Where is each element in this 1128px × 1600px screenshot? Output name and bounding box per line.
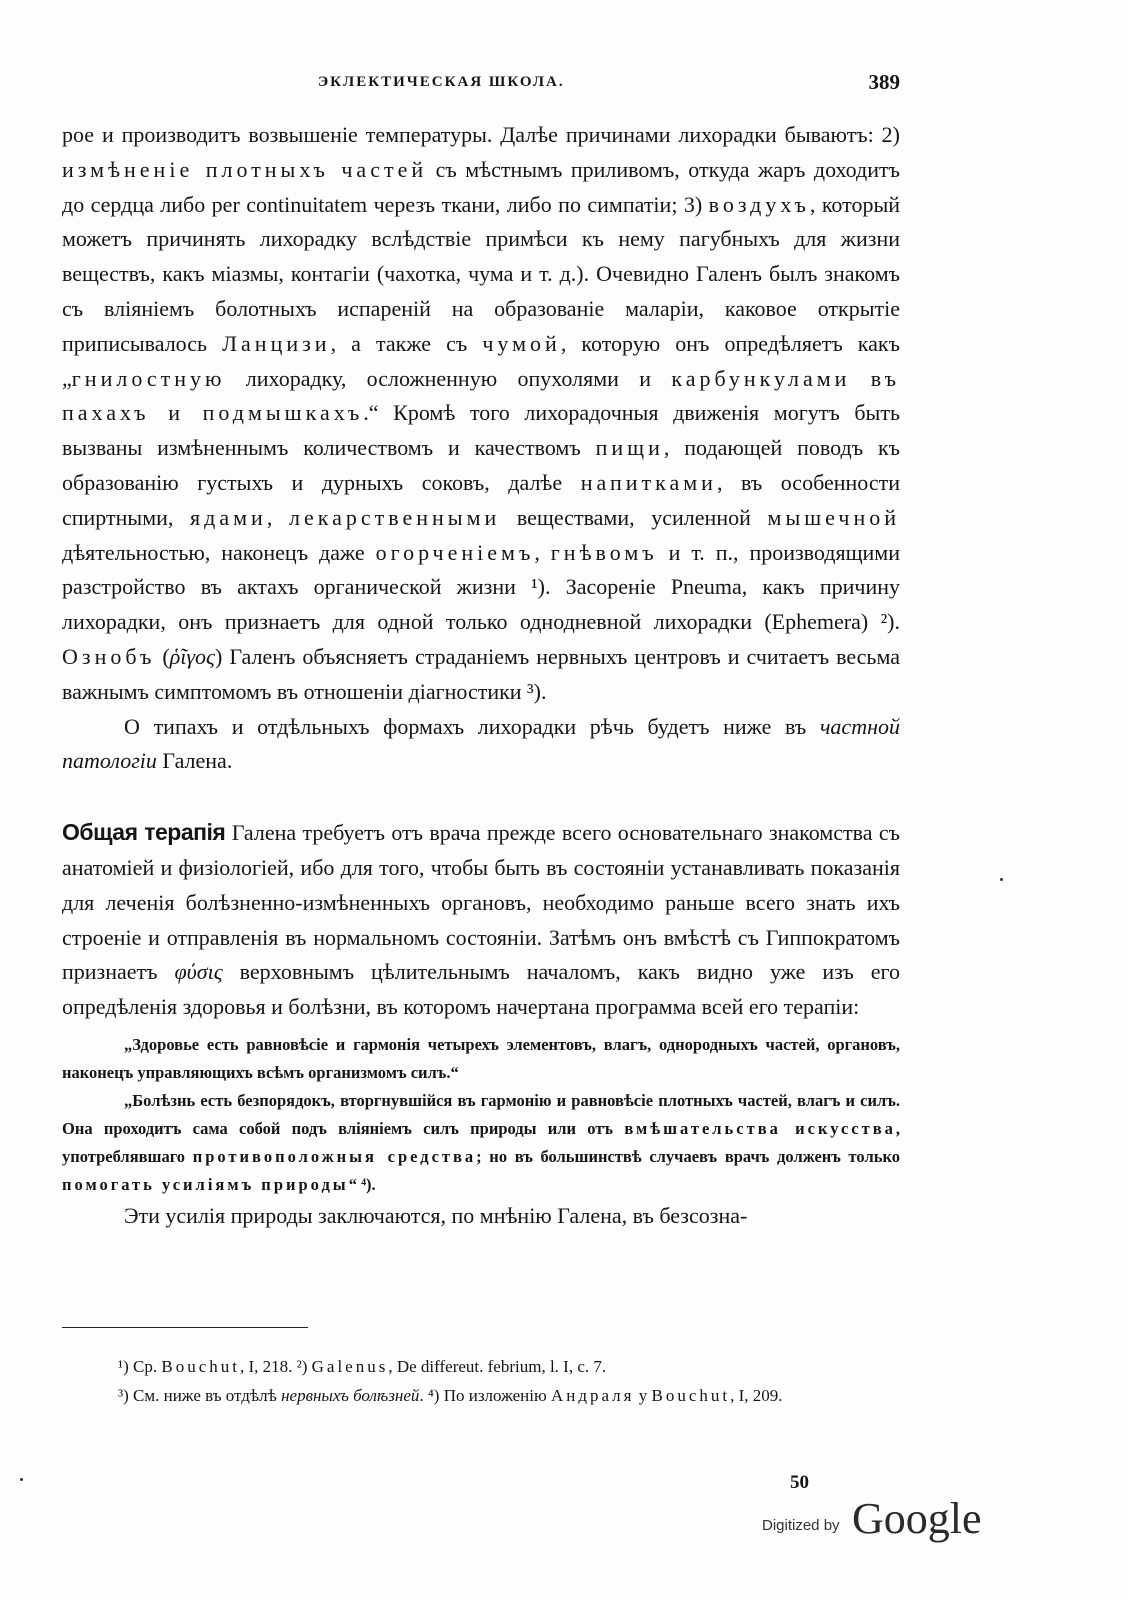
paragraph-fever-causes: рое и производитъ возвышеніе температуры. Далѣе причинами лихорадки бываютъ: 2) измѣненіе плотныхъ частей съ мѣстнымъ приливомъ, откуда жаръ доходитъ до сердца либо per continuitatem черезъ ткани, либо по симпатіи; 3) воздухъ, который можетъ причинять лихорадку вслѣдствіе примѣси къ нему пагубныхъ для жизни веществъ, какъ міазмы, контагіи (чахотка, чума и т. д.). Очевидно Галенъ былъ знакомъ съ вліяніемъ болотныхъ испареній на образованіе маларіи, каковое открытіе приписывалось Ланцизи, а также съ чумой, которую онъ опредѣляетъ какъ „гнилостную лихорадку, осложненную опухолями и карбункулами въ пахахъ и подмышкахъ.“ Кромѣ того лихорадочныя движенія могутъ быть вызваны измѣненнымъ количествомъ и качествомъ пищи, подающей поводъ къ образованію густыхъ и дурныхъ соковъ, далѣе напитками, въ особенности спиртными, ядами, лекарственными веществами, усиленной мышечной дѣятельностью, наконецъ даже огорченіемъ, гнѣвомъ и т. п., производящими разстройство въ актахъ органической жизни ¹). Засореніе Pneuma, какъ причину лихорадки, онъ признаетъ для одной только однодневной лихорадки (Ephemera) ²). Ознобъ (ῥῖγος) Галенъ объясняетъ страданіемъ нервныхъ центровъ и считаетъ весьма важнымъ симптомомъ въ отношеніи діагностики ³).	[62, 122, 901, 704]
google-watermark	[762, 1490, 1002, 1546]
scan-speck	[20, 1478, 23, 1481]
running-title: ЭКЛЕКТИЧЕСКАЯ ШКОЛА.	[318, 74, 565, 90]
running-header	[62, 70, 900, 106]
paragraph-general-therapy: Общая терапія Галена требуетъ отъ врача прежде всего основательнаго знакомства съ анатоміей и физіологіей, ибо для того, чтобы быть въ состояніи устанавливать показанія для леченія болѣзненно-измѣненныхъ органовъ, необходимо раньше всего знать ихъ строеніе и отправленія въ нормальномъ состояніи. Затѣмъ онъ вмѣстѣ съ Гиппократомъ признаетъ φύσις верховнымъ цѣлительнымъ началомъ, какъ видно уже изъ его опредѣленія здоровья и болѣзни, въ которомъ начертана программа всей его терапіи:	[62, 819, 900, 1020]
page-number: 389	[868, 70, 900, 94]
google-logo: Google	[852, 1494, 982, 1543]
scan-speck	[1000, 878, 1003, 881]
paragraph-fever-types: О типахъ и отдѣльныхъ формахъ лихорадки рѣчь будетъ ниже въ частной патологіи Галена.	[62, 713, 900, 774]
body-text	[62, 118, 900, 1234]
section-heading: Общая терапія	[62, 819, 226, 846]
signature-mark: 50	[790, 1472, 809, 1493]
paragraph-nature-efforts: Эти усилія природы заключаются, по мнѣнію Галена, въ безсозна-	[124, 1202, 748, 1228]
digitized-by-label: Digitized by	[762, 1517, 840, 1534]
footnote-divider	[62, 1327, 308, 1328]
section-spacer	[62, 779, 900, 815]
quote-health-definition: „Здоровье есть равновѣсіе и гармонія четырехъ элементовъ, влагъ, однородныхъ частей, органовъ, наконецъ управляющихъ всѣмъ организмомъ силъ.“	[62, 1034, 900, 1082]
footnote-3-4: ³) См. ниже въ отдѣлѣ нервныхъ болѣзней. ⁴) По изложенію Андраля у Bouchut, I, 209.	[118, 1386, 783, 1405]
quote-disease-definition: „Болѣзнь есть безпорядокъ, вторгнувшійся въ гармонію и равновѣсіе плотныхъ частей, влагъ и силъ. Она проходитъ сама собой подъ вліяніемъ силъ природы или отъ вмѣшательства искусства, употреблявшаго противоположныя средства; но въ большинствѣ случаевъ врачъ долженъ только помогать усиліямъ природы“ ⁴).	[62, 1090, 900, 1194]
footnotes	[62, 1352, 900, 1410]
footnote-1-2: ¹) Cp. Bouchut, I, 218. ²) Galenus, De differeut. febrium, l. I, c. 7.	[118, 1357, 607, 1376]
